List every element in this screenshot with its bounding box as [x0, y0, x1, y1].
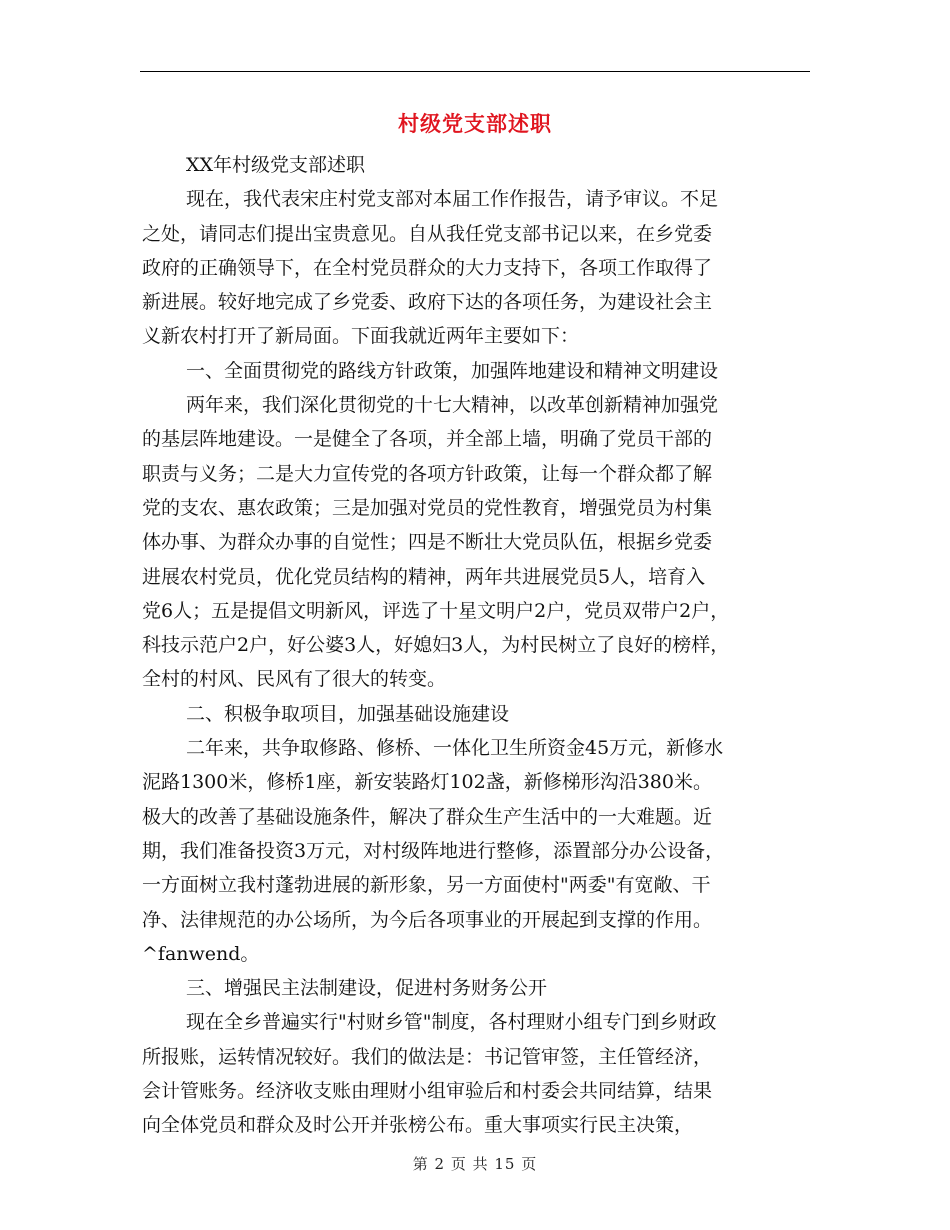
document-title: 村级党支部述职: [398, 111, 552, 136]
body-line: ^fanwend。: [142, 942, 260, 965]
body-line: 新进展。较好地完成了乡党委、政府下达的各项任务，为建设社会主: [142, 291, 713, 314]
body-line: 会计管账务。经济收支账由理财小组审验后和村委会共同结算，结果: [142, 1080, 713, 1103]
body-line: 全村的村风、民风有了很大的转变。: [142, 668, 447, 691]
body-line: 泥路1300米，修桥1座，新安装路灯102盏，新修梯形沟沿380米。: [142, 771, 712, 794]
body-line: 一方面树立我村蓬勃进展的新形象，另一方面使村"两委"有宽敞、干: [142, 874, 711, 897]
body-line: 现在全乡普遍实行"村财乡管"制度，各村理财小组专门到乡财政: [186, 1011, 717, 1034]
header-rule: [140, 71, 810, 72]
body-line: 净、法律规范的办公场所，为今后各项事业的开展起到支撑的作用。: [142, 908, 713, 931]
body-line: XX年村级党支部述职: [186, 154, 366, 176]
body-line: 体办事、为群众办事的自觉性；四是不断壮大党员队伍，根据乡党委: [142, 531, 713, 554]
body-line: 进展农村党员，优化党员结构的精神，两年共进展党员5人，培育入: [142, 565, 706, 588]
body-line: 极大的改善了基础设施条件，解决了群众生产生活中的一大难题。近: [142, 805, 713, 828]
body-line: 现在，我代表宋庄村党支部对本届工作作报告，请予审议。不足: [186, 188, 719, 211]
document-body: [142, 148, 818, 1143]
body-line: 的基层阵地建设。一是健全了各项，并全部上墙，明确了党员干部的: [142, 428, 713, 451]
body-line: 三、增强民主法制建设，促进村务财务公开: [186, 977, 548, 1000]
body-line: 二、积极争取项目，加强基础设施建设: [186, 702, 510, 725]
body-line: 党6人；五是提倡文明新风，评选了十星文明户2户，党员双带户2户，: [142, 599, 730, 622]
body-line: 两年来，我们深化贯彻党的十七大精神，以改革创新精神加强党: [186, 394, 719, 417]
body-line: 政府的正确领导下，在全村党员群众的大力支持下，各项工作取得了: [142, 256, 713, 279]
body-line: 职责与义务；二是大力宣传党的各项方针政策，让每一个群众都了解: [142, 462, 713, 485]
body-line: 向全体党员和群众及时公开并张榜公布。重大事项实行民主决策，: [142, 1114, 694, 1137]
page-number-footer: 第 2 页 共 15 页: [412, 1155, 538, 1173]
body-line: 一、全面贯彻党的路线方针政策，加强阵地建设和精神文明建设: [186, 359, 719, 382]
body-line: 二年来，共争取修路、修桥、一体化卫生所资金45万元，新修水: [186, 737, 724, 760]
body-line: 科技示范户2户，好公婆3人，好媳妇3人，为村民树立了良好的榜样，: [142, 634, 730, 657]
body-line: 之处，请同志们提出宝贵意见。自从我任党支部书记以来，在乡党委: [142, 222, 713, 245]
body-line: 期，我们准备投资3万元，对村级阵地进行整修，添置部分办公设备，: [142, 839, 725, 862]
body-line: 义新农村打开了新局面。下面我就近两年主要如下：: [142, 325, 580, 348]
body-line: 党的支农、惠农政策；三是加强对党员的党性教育，增强党员为村集: [142, 496, 713, 519]
body-line: 所报账，运转情况较好。我们的做法是：书记管审签，主任管经济，: [142, 1045, 713, 1068]
